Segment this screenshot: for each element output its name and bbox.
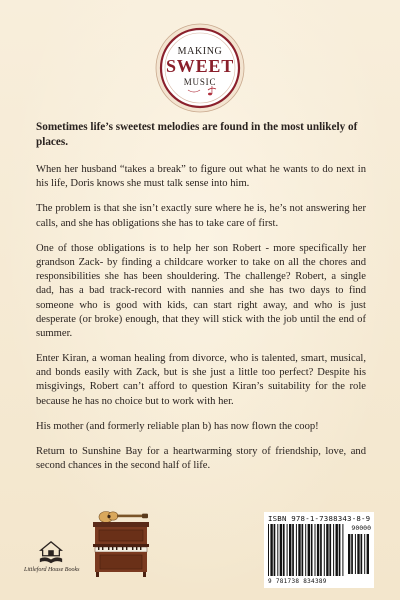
publisher-name: Littleford House Books: [24, 567, 80, 573]
blurb-paragraph: When her husband “takes a break” to figure out what he wants to do next in his life, Doris knows she must talk sense into him.: [36, 164, 366, 190]
price-code: 90000: [351, 524, 371, 532]
blurb-paragraph: His mother (and formerly reliable plan b) has now flown the coop!: [36, 420, 319, 432]
publisher-logo: [24, 540, 78, 586]
blurb-paragraph: One of those obligations is to help her son Robert - more specifically her grandson Zack- by finding a childcare worker to take on all the chores and responsibilities she has been shouldering. The challenge? Robert, a single dad, has a bad track-record with nannies and she has two days to find someone who is good with kids, can start right away, and who is just desperate (or broke) enough, that they will stick with the job until the end of summer.: [36, 242, 366, 339]
logo-line1: MAKING: [177, 46, 223, 57]
barcode-bars: [268, 524, 346, 578]
blurb-text: [36, 120, 366, 484]
logo-line3: MUSIC: [183, 77, 217, 87]
blurb-paragraph: The problem is that she isn’t exactly sure where he is, he’s not answering her calls, and she has obligations she has to take care of first.: [36, 203, 366, 229]
blurb-paragraph: Enter Kiran, a woman healing from divorce, who is talented, smart, musical, and bonds easily with Zack, but is she just a little too perfect? Despite his misgivings, Robert can’t afford to question Kiran’s suitability for the role because he has no choice but to work with her.: [36, 353, 366, 407]
blurb-lead: Sometimes life’s sweetest melodies are found in the most unlikely of places.: [36, 121, 358, 148]
piano-guitar-icon: [90, 508, 152, 578]
price-barcode-bars: [348, 534, 372, 574]
making-sweet-music-logo: [152, 20, 248, 116]
house-book-icon: [37, 540, 65, 566]
logo-line2: SWEET: [165, 56, 235, 76]
isbn-barcode: [264, 512, 374, 588]
isbn-label: ISBN 978-1-7388343-8-9: [268, 514, 371, 523]
blurb-paragraph: Return to Sunshine Bay for a heartwarming story of friendship, love, and second chances in the second half of life.: [36, 446, 366, 472]
guitar-icon: [99, 512, 148, 523]
barcode-number: 9 781738 834389: [268, 578, 327, 585]
